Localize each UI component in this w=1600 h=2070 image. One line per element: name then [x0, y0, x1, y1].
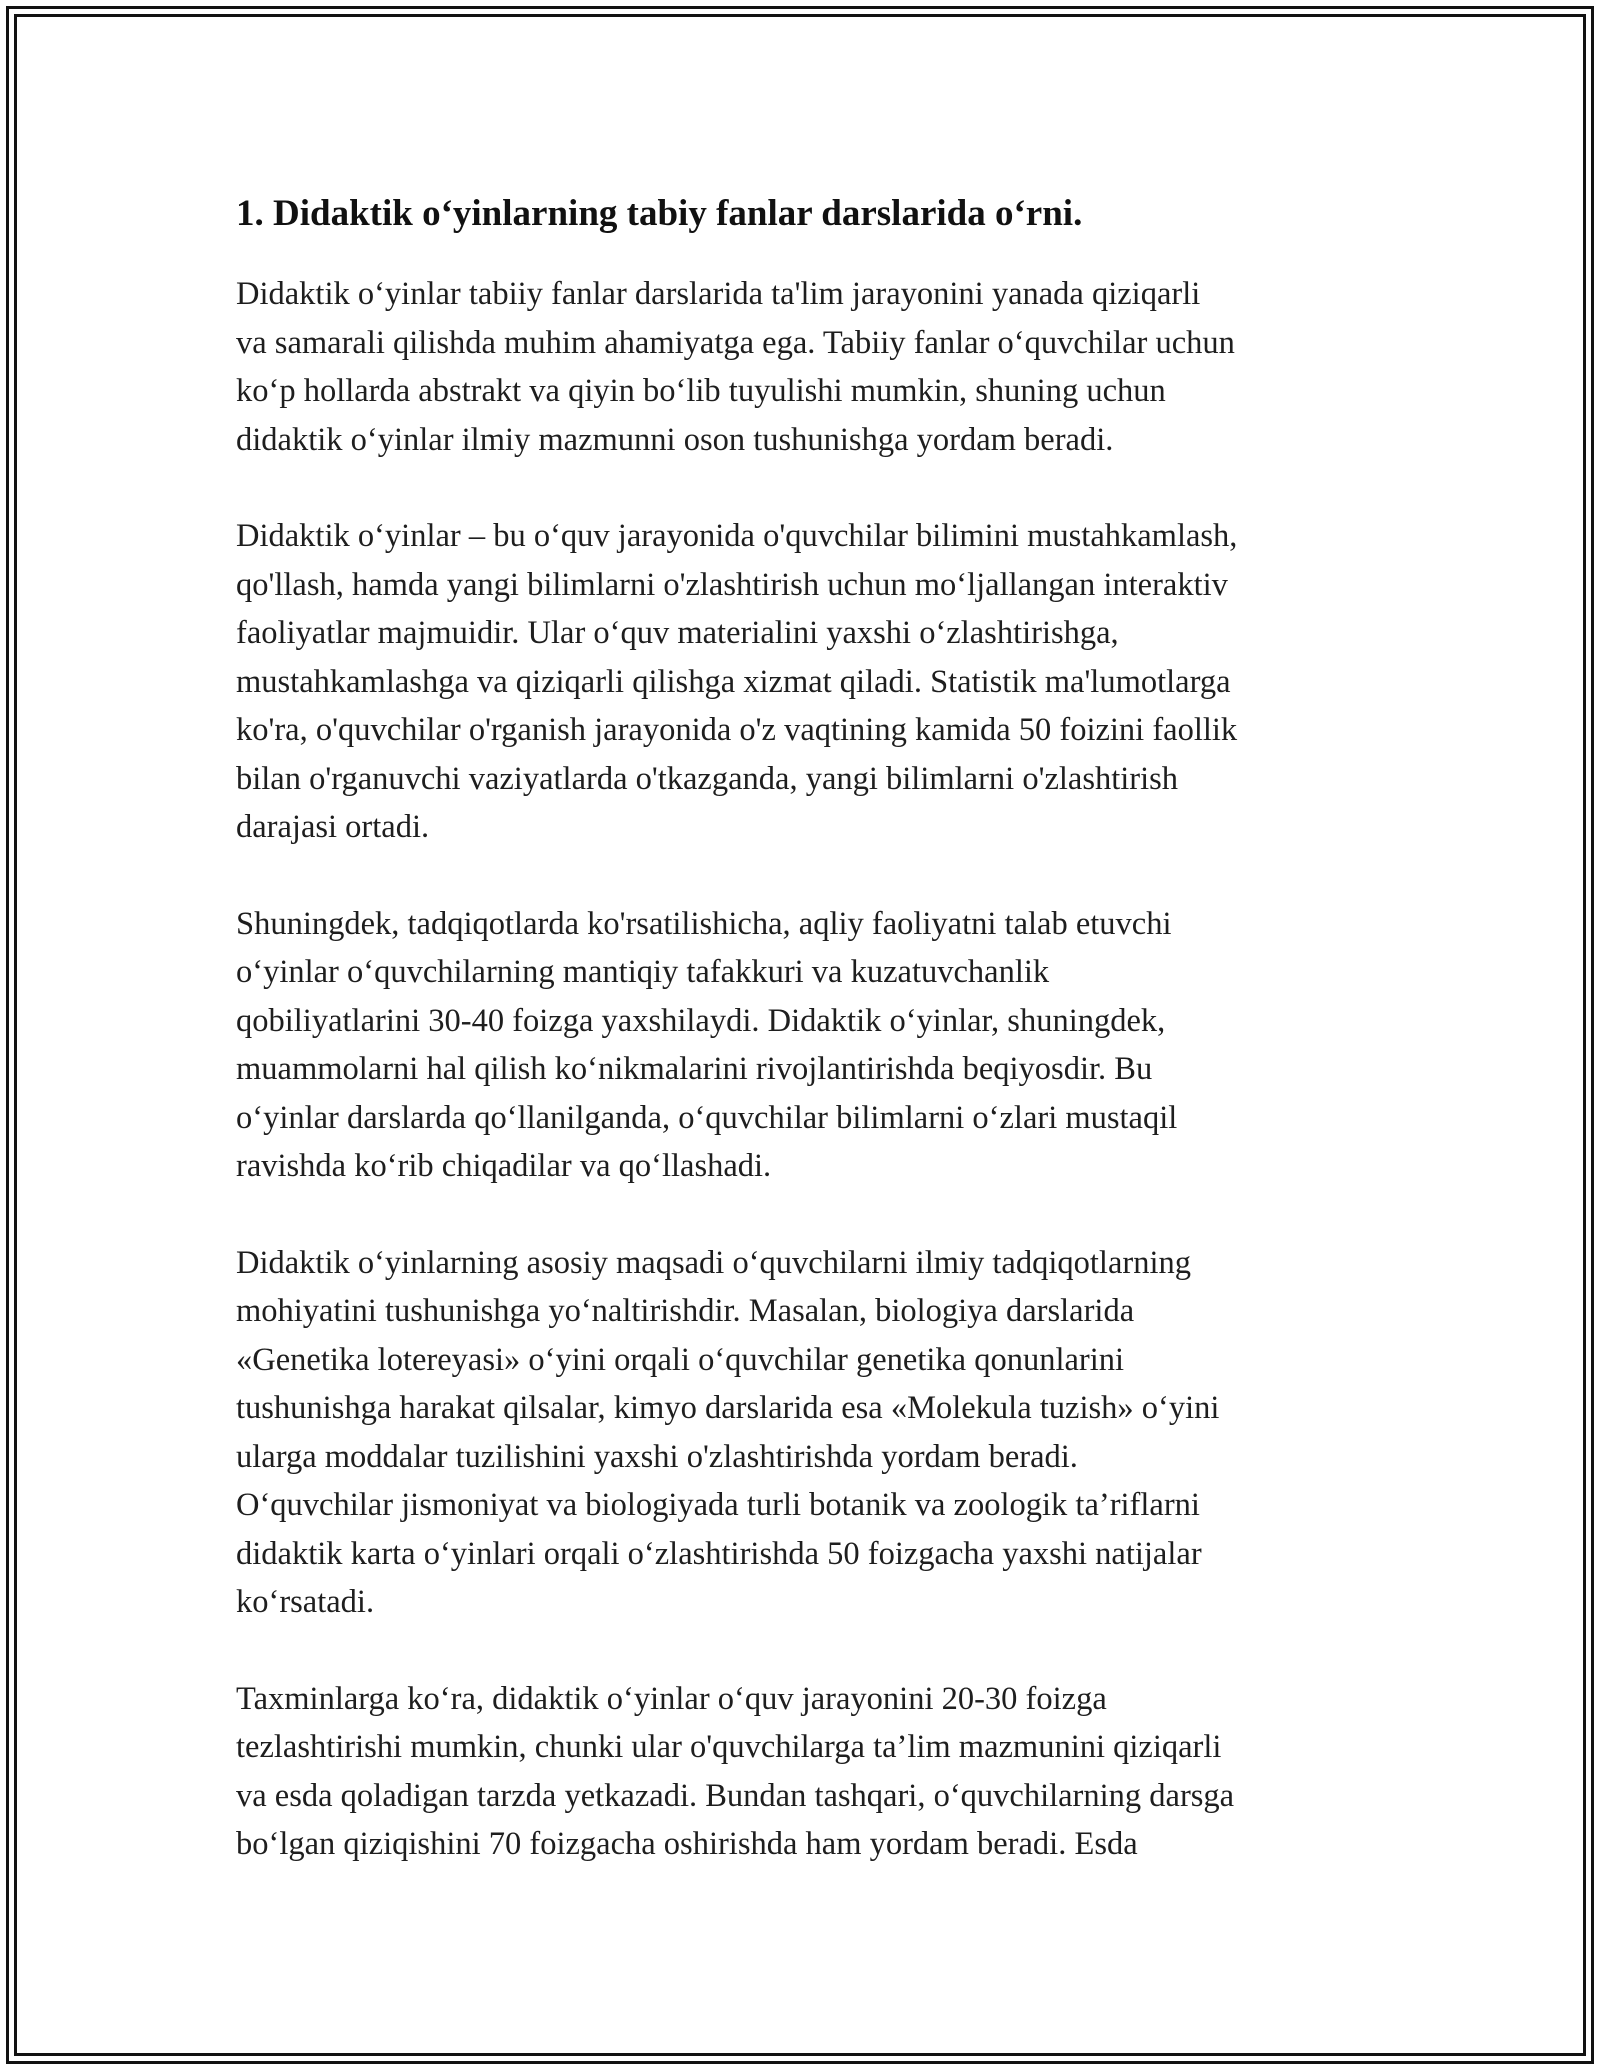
paragraph-3 — [236, 900, 1376, 1191]
paragraph-line: qobiliyatlarini 30-40 foizga yaxshilaydi. Didaktik o‘yinlar, shuningdek, — [236, 1002, 1166, 1039]
paragraph-line: tezlashtirishi mumkin, chunki ular o'quvchilarga ta’lim mazmunini qiziqarli — [236, 1729, 1222, 1765]
paragraph-line: didaktik karta o‘yinlari orqali o‘zlashtirishda 50 foizgacha yaxshi natijalar — [236, 1535, 1202, 1572]
document-body — [236, 188, 1376, 1917]
paragraph-2 — [236, 512, 1376, 852]
paragraph-1 — [236, 270, 1376, 464]
paragraph-line: muammolarni hal qilish ko‘nikmalarini rivojlantirishda beqiyosdir. Bu — [236, 1051, 1153, 1087]
paragraph-line: Didaktik o‘yinlarning asosiy maqsadi o‘quvchilarni ilmiy tadqiqotlarning — [236, 1244, 1191, 1281]
paragraph-line: darajasi ortadi. — [236, 809, 430, 845]
paragraph-5 — [236, 1675, 1376, 1869]
paragraph-line: o‘yinlar darslarda qo‘llanilganda, o‘quvchilar bilimlarni o‘zlari mustaqil — [236, 1099, 1178, 1136]
paragraph-line: ko'ra, o'quvchilar o'rganish jarayonida o'z vaqtining kamida 50 foizini faollik — [236, 712, 1238, 748]
paragraph-line: «Genetika lotereyasi» o‘yini orqali o‘quvchilar genetika qonunlarini — [236, 1341, 1125, 1378]
paragraph-line: faoliyatlar majmuidir. Ular o‘quv materialini yaxshi o‘zlashtirishga, — [236, 615, 1119, 651]
paragraph-line: qo'llash, hamda yangi bilimlarni o'zlashtirish uchun mo‘ljallangan interaktiv — [236, 566, 1228, 603]
section-title: 1. Didaktik o‘yinlarning tabiy fanlar darslarida o‘rni. — [236, 193, 1083, 234]
paragraph-line: Didaktik o‘yinlar tabiiy fanlar darslarida ta'lim jarayonini yanada qiziqarli — [236, 276, 1201, 312]
paragraph-line: o‘yinlar o‘quvchilarning mantiqiy tafakkuri va kuzatuvchanlik — [236, 954, 1050, 990]
paragraph-line: O‘quvchilar jismoniyat va biologiyada turli botanik va zoologik ta’riflarni — [236, 1487, 1200, 1523]
paragraph-4 — [236, 1239, 1376, 1627]
paragraph-line: tushunishga harakat qilsalar, kimyo darslarida esa «Molekula tuzish» o‘yini — [236, 1390, 1220, 1426]
paragraph-line: bo‘lgan qiziqishini 70 foizgacha oshirishda ham yordam beradi. Esda — [236, 1826, 1138, 1862]
paragraph-line: ravishda ko‘rib chiqadilar va qo‘llashadi. — [236, 1148, 772, 1184]
paragraph-line: mohiyatini tushunishga yo‘naltirishdir. Masalan, biologiya darslarida — [236, 1293, 1135, 1329]
paragraph-line: Taxminlarga ko‘ra, didaktik o‘yinlar o‘quv jarayonini 20-30 foizga — [236, 1680, 1107, 1717]
paragraph-line: bilan o'rganuvchi vaziyatlarda o'tkazganda, yangi bilimlarni o'zlashtirish — [236, 760, 1179, 797]
paragraph-line: Shuningdek, tadqiqotlarda ko'rsatilishicha, aqliy faoliyatni talab etuvchi — [236, 905, 1172, 942]
paragraph-line: ko‘p hollarda abstrakt va qiyin bo‘lib tuyulishi mumkin, shuning uchun — [236, 373, 1166, 409]
paragraph-line: mustahkamlashga va qiziqarli qilishga xizmat qiladi. Statistik ma'lumotlarga — [236, 663, 1231, 700]
paragraph-line: Didaktik o‘yinlar – bu o‘quv jarayonida o'quvchilar bilimini mustahkamlash, — [236, 518, 1238, 554]
paragraph-line: va esda qoladigan tarzda yetkazadi. Bundan tashqari, o‘quvchilarning darsga — [236, 1777, 1235, 1814]
paragraph-line: ko‘rsatadi. — [236, 1584, 375, 1620]
paragraph-line: didaktik o‘yinlar ilmiy mazmunni oson tushunishga yordam beradi. — [236, 421, 1114, 458]
paragraph-line: ularga moddalar tuzilishini yaxshi o'zlashtirishda yordam beradi. — [236, 1438, 1078, 1475]
paragraph-line: va samarali qilishda muhim ahamiyatga ega. Tabiiy fanlar o‘quvchilar uchun — [236, 324, 1235, 361]
